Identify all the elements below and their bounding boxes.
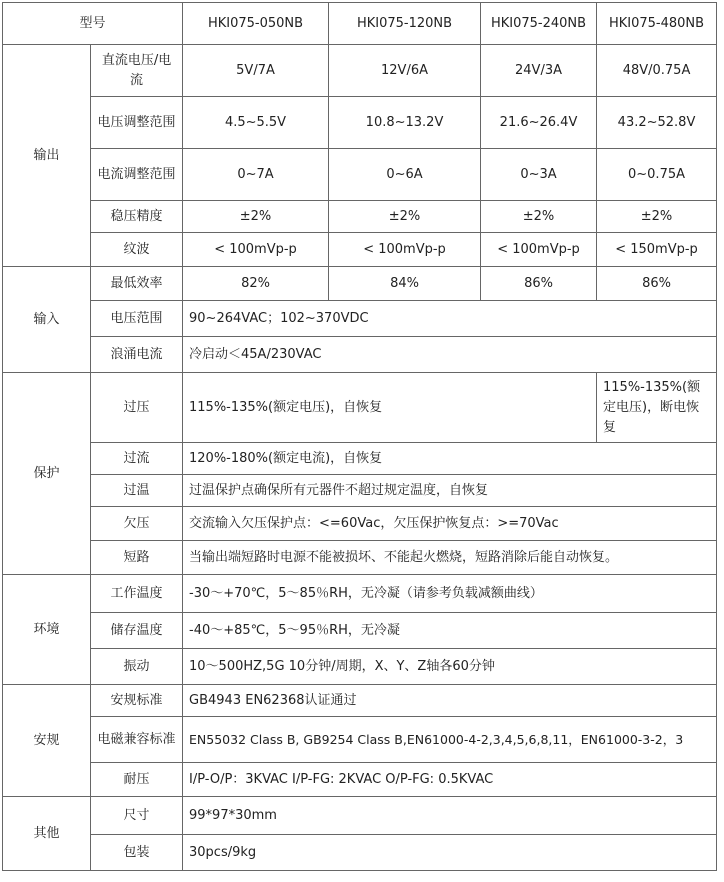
row-label: 过压 xyxy=(91,373,183,443)
table-row xyxy=(3,233,717,267)
row-label: 欠压 xyxy=(91,507,183,541)
cell-value: -30～+70℃，5～85％RH，无冷凝（请参考负载减额曲线） xyxy=(183,575,717,613)
cell-value: ±2% xyxy=(597,201,717,233)
table-row xyxy=(3,443,717,475)
cell-value: 当输出端短路时电源不能被损坏、不能起火燃烧，短路消除后能自动恢复。 xyxy=(183,541,717,575)
cell-value: GB4943 EN62368认证通过 xyxy=(183,685,717,717)
cell-value: ±2% xyxy=(481,201,597,233)
table-row xyxy=(3,373,717,443)
row-label: 过流 xyxy=(91,443,183,475)
row-label: 电流调整范围 xyxy=(91,149,183,201)
cell-value: 10.8~13.2V xyxy=(329,97,481,149)
header-label: 型号 xyxy=(3,3,183,45)
row-label: 包装 xyxy=(91,835,183,871)
cell-value: 120%-180%(额定电流)，自恢复 xyxy=(183,443,717,475)
cell-value: 30pcs/9kg xyxy=(183,835,717,871)
table-row xyxy=(3,337,717,373)
cell-value: 10～500HZ,5G 10分钟/周期，X、Y、Z轴各60分钟 xyxy=(183,649,717,685)
table-row xyxy=(3,613,717,649)
table-row xyxy=(3,649,717,685)
row-label: 工作温度 xyxy=(91,575,183,613)
category-safety: 安规 xyxy=(3,685,91,797)
cell-value: 48V/0.75A xyxy=(597,45,717,97)
cell-value: 82% xyxy=(183,267,329,301)
cell-value: 24V/3A xyxy=(481,45,597,97)
category-input: 输入 xyxy=(3,267,91,373)
category-other: 其他 xyxy=(3,797,91,871)
cell-value: EN55032 Class B, GB9254 Class B,EN61000-4-2,3,4,5,6,8,11，EN61000-3-2，3 xyxy=(183,717,717,763)
table-row xyxy=(3,575,717,613)
cell-value: 90~264VAC；102~370VDC xyxy=(183,301,717,337)
table-row xyxy=(3,541,717,575)
row-label: 直流电压/电流 xyxy=(91,45,183,97)
cell-value: 0~7A xyxy=(183,149,329,201)
cell-value: ±2% xyxy=(183,201,329,233)
spec-table xyxy=(2,2,717,871)
cell-value: 0~6A xyxy=(329,149,481,201)
cell-value: 86% xyxy=(597,267,717,301)
row-label: 耐压 xyxy=(91,763,183,797)
table-row xyxy=(3,267,717,301)
row-label: 电压范围 xyxy=(91,301,183,337)
table-row xyxy=(3,685,717,717)
cell-value: 过温保护点确保所有元器件不超过规定温度，自恢复 xyxy=(183,475,717,507)
row-label: 安规标准 xyxy=(91,685,183,717)
model-050: HKI075-050NB xyxy=(183,3,329,45)
cell-value: 冷启动＜45A/230VAC xyxy=(183,337,717,373)
table-row xyxy=(3,835,717,871)
category-protection: 保护 xyxy=(3,373,91,575)
row-label: 最低效率 xyxy=(91,267,183,301)
table-row xyxy=(3,201,717,233)
table-row xyxy=(3,97,717,149)
table-row xyxy=(3,45,717,97)
cell-value: 12V/6A xyxy=(329,45,481,97)
cell-value: 99*97*30mm xyxy=(183,797,717,835)
cell-value: ±2% xyxy=(329,201,481,233)
table-row xyxy=(3,797,717,835)
row-label: 稳压精度 xyxy=(91,201,183,233)
cell-value: 115%-135%(额定电压)，自恢复 xyxy=(183,373,597,443)
row-label: 浪涌电流 xyxy=(91,337,183,373)
cell-value: 86% xyxy=(481,267,597,301)
cell-value-480: 115%-135%(额定电压)，断电恢复 xyxy=(597,373,717,443)
cell-value: 0~0.75A xyxy=(597,149,717,201)
category-output: 输出 xyxy=(3,45,91,267)
cell-value: < 100mVp-p xyxy=(481,233,597,267)
row-label: 过温 xyxy=(91,475,183,507)
table-row xyxy=(3,763,717,797)
category-environment: 环境 xyxy=(3,575,91,685)
cell-value: 5V/7A xyxy=(183,45,329,97)
row-label: 短路 xyxy=(91,541,183,575)
table-row xyxy=(3,301,717,337)
row-label: 振动 xyxy=(91,649,183,685)
cell-value: 84% xyxy=(329,267,481,301)
table-row xyxy=(3,507,717,541)
cell-value: I/P-O/P：3KVAC I/P-FG: 2KVAC O/P-FG: 0.5KVAC xyxy=(183,763,717,797)
cell-value: 交流输入欠压保护点：<=60Vac，欠压保护恢复点：>=70Vac xyxy=(183,507,717,541)
cell-value: < 100mVp-p xyxy=(329,233,481,267)
row-label: 尺寸 xyxy=(91,797,183,835)
cell-value: < 150mVp-p xyxy=(597,233,717,267)
row-label: 储存温度 xyxy=(91,613,183,649)
header-row xyxy=(3,3,717,45)
cell-value: 21.6~26.4V xyxy=(481,97,597,149)
table-row xyxy=(3,475,717,507)
row-label: 电磁兼容标准 xyxy=(91,717,183,763)
table-row xyxy=(3,717,717,763)
table-row xyxy=(3,149,717,201)
cell-value: 4.5~5.5V xyxy=(183,97,329,149)
row-label: 纹波 xyxy=(91,233,183,267)
model-240: HKI075-240NB xyxy=(481,3,597,45)
row-label: 电压调整范围 xyxy=(91,97,183,149)
model-480: HKI075-480NB xyxy=(597,3,717,45)
cell-value: -40～+85℃，5～95％RH，无冷凝 xyxy=(183,613,717,649)
model-120: HKI075-120NB xyxy=(329,3,481,45)
cell-value: < 100mVp-p xyxy=(183,233,329,267)
cell-value: 43.2~52.8V xyxy=(597,97,717,149)
cell-value: 0~3A xyxy=(481,149,597,201)
